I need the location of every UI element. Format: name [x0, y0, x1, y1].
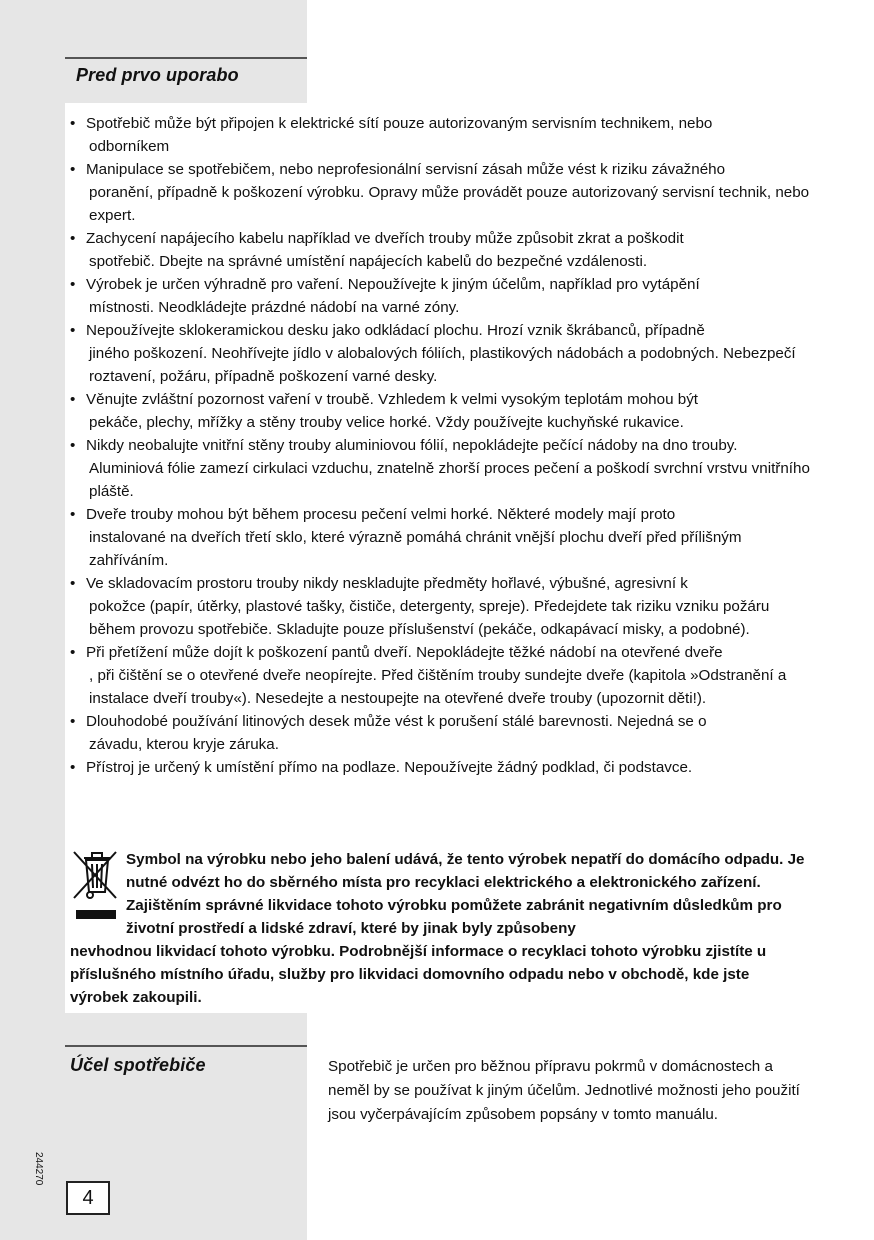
safety-bullet-list [70, 112, 810, 779]
list-item: • Výrobek je určen výhradně pro vaření. Nepoužívejte k jiným účelům, například pro vytápění místnosti. Neodkládejte prázdné nádobí na varné zóny. [70, 276, 700, 316]
section-rule-bottom [65, 1045, 307, 1047]
section-title-purpose: Účel spotřebiče [70, 1055, 206, 1075]
purpose-paragraph: Spotřebič je určen pro běžnou přípravu pokrmů v domácnostech a neměl by se používat k jiným účelům. Jednotlivé možnosti jeho použití jsou vyčerpávajícím způsobem popsány v tomto manuálu. [328, 1058, 800, 1123]
section-rule-top [65, 57, 307, 59]
page-number: 4 [66, 1181, 110, 1215]
document-code: 244270 [33, 1152, 44, 1186]
list-item: • Spotřebič může být připojen k elektrické sítí pouze autorizovaným servisním technikem, nebo odborníkem [70, 115, 713, 155]
section-title-before-use: Pred prvo uporabo [76, 65, 239, 85]
weee-disposal-notice: Symbol na výrobku nebo jeho balení udává, že tento výrobek nepatří do domácího odpadu. Je nutné odvézt ho do sběrného místa pro recyklaci elektrického a elektronického zařízení. Zajištěním správné likvidace tohoto výrobku pomůžete zabránit negativním důsledkům pro životní prostředí a lidské zdraví, které by jinak byly způsobeny nevhodnou likvidací tohoto výrobku. Podrobnější informace o recyklaci tohoto výrobku zjistíte u příslušného místního úřadu, služby pro likvidaci domovního odpadu nebo v obchodě, kde jste výrobek zakoupili. [70, 851, 805, 1006]
list-item: • Dveře trouby mohou být během procesu pečení velmi horké. Některé modely mají proto instalované na dveřích třetí sklo, které výrazně pomáhá chránit vnější plochu dveří před přílišným zahříváním. [70, 506, 742, 569]
list-item: • Přístroj je určený k umístění přímo na podlaze. Nepoužívejte žádný podklad, či podstavce. [70, 759, 693, 776]
list-item: • Nikdy neobalujte vnitřní stěny trouby aluminiovou fólií, nepokládejte pečící nádoby na dno trouby. Aluminiová fólie zamezí cirkulaci vzduchu, znatelně zhorší proces pečení a poškodí svrchní vrstvu vnitřního pláště. [70, 437, 810, 500]
list-item: • Při přetížení může dojít k poškození pantů dveří. Nepokládejte těžké nádobí na otevřené dveře , při čištění se o otevřené dveře neopírejte. Před čištěním trouby sundejte dveře (kapitola »Odstranění a instalace dveří trouby«). Nesedejte a nestoupejte na otevřené dveře trouby (upozornit děti!). [70, 644, 787, 707]
list-item: • Ve skladovacím prostoru trouby nikdy neskladujte předměty hořlavé, výbušné, agresivní k pokožce (papír, útěrky, plastové tašky, čističe, detergenty, spreje). Předejdete tak riziku vzniku požáru během provozu spotřebiče. Skladujte pouze příslušenství (pekáče, odkapávací misky, a podobné). [70, 575, 770, 638]
list-item: • Manipulace se spotřebičem, nebo neprofesionální servisní zásah může vést k riziku závažného poranění, případně k poškození výrobku. Opravy může provádět pouze autorizovaný servisní technik, nebo expert. [70, 161, 810, 224]
list-item: • Dlouhodobé používání litinových desek může vést k porušení stálé barevnosti. Nejedná se o závadu, kterou kryje záruka. [70, 713, 707, 753]
list-item: • Věnujte zvláštní pozornost vaření v troubě. Vzhledem k velmi vysokým teplotám mohou být pekáče, plechy, mřížky a stěny trouby velice horké. Vždy používejte kuchyňské rukavice. [70, 391, 699, 431]
list-item: • Nepoužívejte sklokeramickou desku jako odkládací plochu. Hrozí vznik škrábanců, případně jiného poškození. Neohřívejte jídlo v alobalových fóliích, plastikových nádobách a podobných. Nebezpečí roztavení, požáru, případně poškození varné desky. [70, 322, 796, 385]
list-item: • Zachycení napájecího kabelu například ve dveřích trouby může způsobit zkrat a poškodit spotřebič. Dbejte na správné umístění napájecích kabelů do bezpečné vzdálenosti. [70, 230, 684, 270]
